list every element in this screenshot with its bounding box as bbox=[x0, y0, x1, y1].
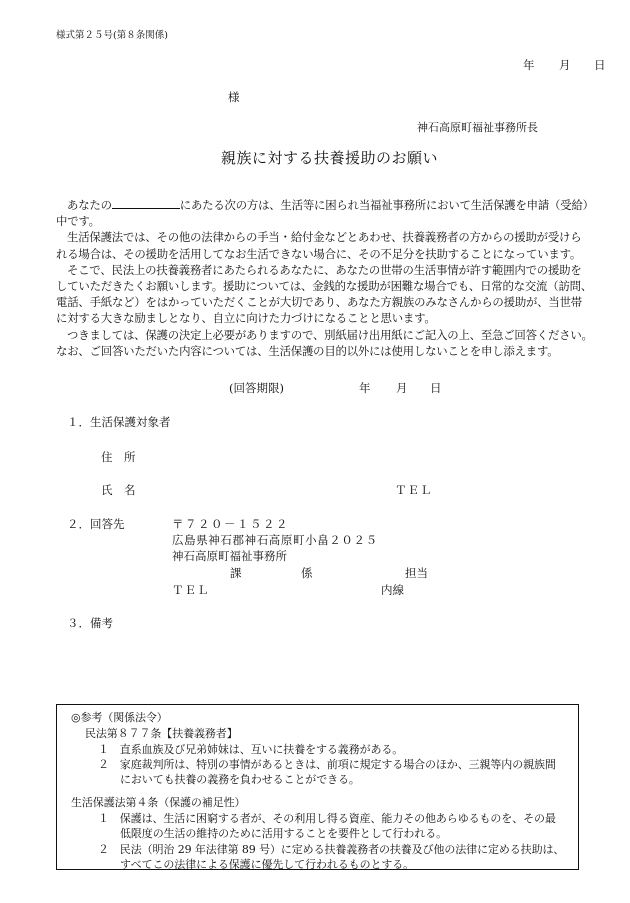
document-title: 親族に対する扶養援助のお願い bbox=[221, 149, 439, 167]
welfare-law-title: 生活保護法第４条（保護の補足性） bbox=[71, 796, 246, 809]
welfare-law-item-2-line-2: すべてこの法律による保護に優先して行われるものとする。 bbox=[120, 858, 415, 871]
reference-heading: ◎参考（関係法令） bbox=[71, 711, 168, 724]
name-label: 氏 名 bbox=[101, 483, 136, 497]
addressee-suffix: 様 bbox=[228, 90, 240, 104]
welfare-law-item-1-line-2: 低限度の生活の維持のために活用することを要件として行われる。 bbox=[120, 827, 447, 840]
paragraph-2-line-1: 生活保護法では、その他の法律からの手当・給付金などとあわせ、扶養義務者の方からの援助が受けら bbox=[67, 230, 582, 245]
paragraph-3-line-1: そこで、民法上の扶養義務者にあたられるあなたに、あなたの世帯の生活事情が許す範囲内での援助を bbox=[67, 262, 582, 277]
paragraph-1-line-1 bbox=[56, 197, 594, 213]
civil-code-title: 民法第８７７条【扶養義務者】 bbox=[85, 727, 238, 740]
deadline-label: (回答期限) bbox=[229, 381, 284, 395]
relationship-blank bbox=[112, 198, 180, 209]
tel-label: ＴＥＬ bbox=[395, 483, 433, 497]
paragraph-1-line-2: 中です。 bbox=[56, 214, 100, 229]
paragraph-4-line-1: つきましては、保護の決定上必要がありますので、別紙届け出用紙にご記入の上、至急ご回答ください。 bbox=[67, 327, 593, 342]
reply-address: 広島県神石郡神石高原町小畠２０２５ bbox=[172, 533, 378, 547]
form-number: 様式第２５号(第８条関係) bbox=[56, 30, 168, 41]
postal-code: 〒７２０－１５２２ bbox=[172, 517, 289, 531]
p1-prefix: あなたの bbox=[67, 198, 112, 212]
welfare-law-item-1-line-1: １ 保護は、生活に困窮する者が、その利用し得る資産、能力その他あらゆるものを、その最 bbox=[98, 812, 556, 825]
date-year-label: 年 bbox=[523, 58, 535, 72]
paragraph-3-line-3: 電話、手紙など）をはかっていただくことが大切であり、あなた方親族のみなさんからの援助が、当世帯 bbox=[56, 295, 582, 310]
civil-code-item-1: １ 直系血族及び兄弟姉妹は、互いに扶養をする義務がある。 bbox=[98, 743, 404, 756]
date-day-label: 日 bbox=[594, 58, 606, 72]
date-month-label: 月 bbox=[559, 58, 571, 72]
sender-name: 神石高原町福祉事務所長 bbox=[417, 121, 538, 134]
person-label: 担当 bbox=[405, 566, 428, 580]
p1-text: にあたる次の方は、生活等に困られ当福祉事務所において生活保護を申請（受給） bbox=[179, 198, 594, 212]
paragraph-3-line-2: していただきたくお願いします。援助については、金銭的な援助が困難な場合でも、日常的な交流（訪問、 bbox=[56, 279, 593, 294]
section-3-heading: ３．備考 bbox=[67, 616, 113, 630]
reply-office: 神石高原町福祉事務所 bbox=[172, 549, 287, 563]
reference-box bbox=[56, 704, 579, 870]
division-label: 課 bbox=[230, 566, 242, 580]
extension-label: 内線 bbox=[381, 583, 404, 597]
civil-code-item-2-line-2: においても扶養の義務を負わせることができる。 bbox=[120, 773, 360, 786]
deadline-month: 月 bbox=[396, 381, 408, 395]
civil-code-item-2-line-1: ２ 家庭裁判所は、特別の事情があるときは、前項に規定する場合のほか、三親等内の親族間 bbox=[98, 758, 556, 771]
deadline-day: 日 bbox=[430, 381, 442, 395]
paragraph-4-line-2: なお、ご回答いただいた内容については、生活保護の目的以外には使用しないことを申し添えます。 bbox=[56, 343, 559, 358]
staff-label: 係 bbox=[301, 566, 313, 580]
section-1-heading: １．生活保護対象者 bbox=[67, 415, 171, 429]
address-label: 住 所 bbox=[101, 450, 136, 464]
section-2-heading: ２．回答先 bbox=[67, 517, 125, 531]
reply-tel-label: ＴＥＬ bbox=[172, 583, 210, 597]
paragraph-3-line-4: に対する大きな励ましとなり、自立に向けた力づけになることと思います。 bbox=[56, 311, 436, 326]
deadline-year: 年 bbox=[359, 381, 371, 395]
paragraph-2-line-2: れる場合は、その援助を活用してなお生活できない場合に、その不足分を扶助することになっています。 bbox=[56, 246, 582, 261]
body-text bbox=[56, 197, 594, 359]
welfare-law-item-2-line-1: ２ 民法（明治 29 年法律第 89 号）に定める扶養義務者の扶養及び他の法律に定める扶助は、 bbox=[98, 843, 565, 856]
